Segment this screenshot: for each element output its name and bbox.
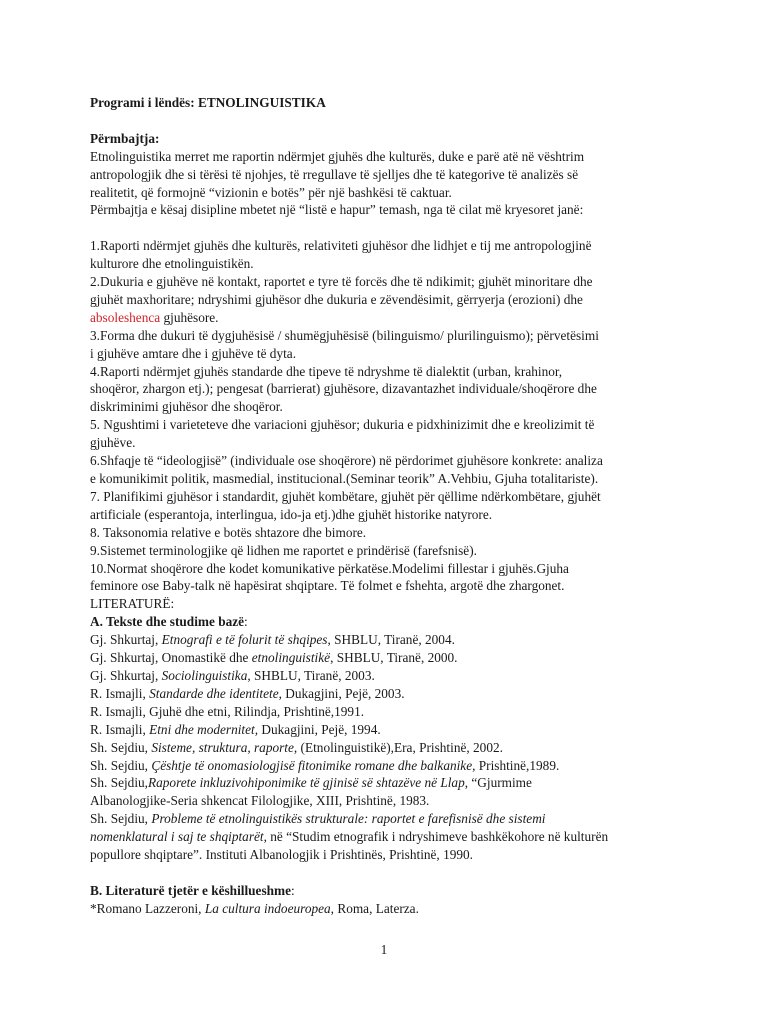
section-b-title: B. Literaturë tjetër e këshillueshme bbox=[90, 882, 292, 898]
ref-text: Sh. Sejdiu, bbox=[90, 775, 148, 791]
reference-item bbox=[90, 631, 710, 649]
text-line: 10.Normat shoqërore dhe kodet komunikative përkatëse.Modelimi fillestar i gjuhës.Gjuha bbox=[90, 560, 569, 576]
text-line: gjuhëve. bbox=[90, 435, 136, 451]
text-line: i gjuhëve amtare dhe i gjuhëve të dyta. bbox=[90, 345, 297, 361]
blank-line bbox=[90, 219, 710, 237]
ref-text: , SHBLU, Tiranë, 2000. bbox=[330, 650, 458, 666]
ref-title: nomenklatural i saj te shqiptarët bbox=[90, 829, 264, 845]
reference-item bbox=[90, 721, 710, 739]
reference-item bbox=[90, 703, 710, 721]
highlighted-word: absoleshenca bbox=[90, 309, 161, 325]
ref-text: R. Ismajli, Gjuhë dhe etni, Rilindja, Prishtinë,1991. bbox=[90, 703, 365, 719]
ref-title: Etnografi e të folurit të shqipes bbox=[161, 632, 328, 648]
ref-text: , (Etnolinguistikë),Era, Prishtinë, 2002. bbox=[293, 739, 503, 755]
ref-text: , SHBLU, Tiranë, 2003. bbox=[247, 667, 375, 683]
reference-item bbox=[90, 774, 710, 792]
topic-list bbox=[90, 237, 710, 595]
text-line: 7. Planifikimi gjuhësor i standardit, gjuhët kombëtare, gjuhët për qëllime ndërkombëtare, gjuhët bbox=[90, 488, 601, 504]
ref-title: Etni dhe modernitet, bbox=[149, 721, 259, 737]
ref-text: R. Ismajli, bbox=[90, 685, 150, 701]
section-b-heading bbox=[90, 882, 710, 900]
text-line: artificiale (esperantoja, interlingua, ido-ja etj.)dhe gjuhët historike natyrore. bbox=[90, 506, 493, 522]
reference-item bbox=[90, 667, 710, 685]
ref-title: Raporete inkluzivohiponimike të gjinisë së shtazëve në Llap bbox=[148, 775, 465, 791]
intro-paragraph bbox=[90, 148, 710, 220]
ref-text: Gj. Shkurtaj, bbox=[90, 667, 162, 683]
section-a-title: A. Tekste dhe studime bazë bbox=[90, 614, 245, 630]
reference-item bbox=[90, 649, 710, 667]
ref-text: Sh. Sejdiu, bbox=[90, 811, 152, 827]
ref-title: Standarde dhe identitete bbox=[149, 685, 279, 701]
ref-text: Dukagjini, Pejë, 1994. bbox=[258, 721, 381, 737]
reference-continuation: Albanologjike-Seria shkencat Filologjike, XIII, Prishtinë, 1983. bbox=[90, 793, 430, 809]
ref-text: , Prishtinë,1989. bbox=[472, 757, 560, 773]
ref-text: Sh. Sejdiu, bbox=[90, 757, 152, 773]
reference-item bbox=[90, 810, 710, 828]
colon: : bbox=[244, 614, 248, 630]
text-line: 4.Raporti ndërmjet gjuhës standarde dhe tipeve të ndryshme të dialektit (urban, krahinor, bbox=[90, 363, 563, 379]
text-line: kulturore dhe etnolinguistikën. bbox=[90, 256, 254, 272]
reference-item bbox=[90, 757, 710, 775]
ref-text: Gj. Shkurtaj, bbox=[90, 632, 162, 648]
ref-text: , në “Studim etnografik i ndryshimeve bashkëkohore në kulturën bbox=[263, 829, 609, 845]
colon: : bbox=[291, 882, 295, 898]
reference-continuation: popullore shqiptare”. Instituti Albanologjik i Prishtinës, Prishtinë, 1990. bbox=[90, 847, 473, 863]
reference-list bbox=[90, 631, 710, 864]
content-heading: Përmbajtja: bbox=[90, 130, 160, 146]
text-line: e komunikimit politik, masmedial, institucional.(Seminar teorik” A.Vehbiu, Gjuha totalitariste). bbox=[90, 471, 599, 486]
text-line: 3.Forma dhe dukuri të dygjuhësisë / shumëgjuhësisë (bilinguismo/ plurilinguismo); përvetësimi bbox=[90, 327, 599, 343]
document-title: Programi i lëndës: ETNOLINGUISTIKA bbox=[90, 95, 326, 110]
text-line: 5. Ngushtimi i varieteteve dhe variacioni gjuhësor; dukuria e pidxhinizimit dhe e kreolizimit të bbox=[90, 417, 595, 433]
ref-text: , SHBLU, Tiranë, 2004. bbox=[327, 632, 455, 648]
ref-title: Sisteme, struktura, raporte bbox=[151, 739, 294, 755]
text-line: shoqëror, zhargon etj.); pengesat (barrierat) gjuhësore, dizavantazhet individuale/shoqërore dhe bbox=[90, 381, 597, 397]
text-line: feminore ose Baby-talk në hapësirat shqiptare. Të folmet e fshehta, argotë dhe zhargonet. bbox=[90, 578, 565, 594]
ref-title: La cultura indoeuropea bbox=[204, 900, 331, 916]
text-line: diskriminimi gjuhësor dhe shoqëror. bbox=[90, 399, 283, 415]
ref-text: , Roma, Laterza. bbox=[330, 900, 419, 916]
ref-title: Sociolinguistika bbox=[161, 667, 248, 683]
text-line: 1.Raporti ndërmjet gjuhës dhe kulturës, relativiteti gjuhësor dhe lidhjet e tij me antropologjinë bbox=[90, 238, 592, 254]
text-line: Përmbajtja e kësaj disipline mbetet një “listë e hapur” temash, nga të cilat më kryesoret janë: bbox=[90, 202, 584, 218]
ref-text: , Dukagjini, Pejë, 2003. bbox=[278, 685, 405, 701]
reference-item bbox=[90, 739, 710, 757]
ref-text: R. Ismajli, bbox=[90, 721, 150, 737]
text-line: antropologjik dhe si tërësi të njohjes, të rregullave të sjelljes dhe të kategorive të analizës së bbox=[90, 166, 579, 182]
text-line: 9.Sistemet terminologjike që lidhen me raportet e prindërisë (farefsnisë). bbox=[90, 542, 477, 558]
blank-line bbox=[90, 864, 710, 882]
text-line: 6.Shfaqje të “ideologjisë” (individuale ose shoqërore) në përdorimet gjuhësore konkrete: analiza bbox=[90, 453, 603, 469]
ref-text: , “Gjurmime bbox=[464, 775, 532, 791]
document-body bbox=[90, 94, 710, 918]
reference-continuation bbox=[90, 828, 710, 846]
ref-text: Gj. Shkurtaj, Onomastikë dhe bbox=[90, 650, 252, 666]
text-line: gjuhët maxhoritare; ndryshimi gjuhësor dhe dukuria e zëvendësimit, gërryerja (erozioni) dhe bbox=[90, 291, 583, 307]
literature-label: LITERATURË: bbox=[90, 596, 175, 612]
text-line: realitetit, që formojnë “vizionin e botës” për një bashkësi të caktuar. bbox=[90, 184, 452, 200]
text-line: 8. Taksonomia relative e botës shtazore dhe bimore. bbox=[90, 524, 367, 540]
text-line: 2.Dukuria e gjuhëve në kontakt, raportet e tyre të forcës dhe të ndikimit; gjuhët minoritare dhe bbox=[90, 274, 593, 290]
reference-item bbox=[90, 900, 710, 918]
section-a-heading bbox=[90, 613, 710, 631]
text-span: gjuhësore. bbox=[160, 309, 219, 325]
page-number: 1 bbox=[380, 942, 388, 957]
ref-title: Probleme të etnolinguistikës strukturale: raportet e farefisnisë dhe sistemi bbox=[151, 811, 546, 827]
ref-text: *Romano Lazzeroni, bbox=[90, 900, 205, 916]
text-line bbox=[90, 309, 710, 327]
text-line: Etnolinguistika merret me raportin ndërmjet gjuhës dhe kulturës, duke e parë atë në vështrim bbox=[90, 148, 585, 164]
reference-item bbox=[90, 685, 710, 703]
ref-title: Çështje të onomasiologjisë fitonimike romane dhe balkanike bbox=[151, 757, 473, 773]
ref-title: etnolinguistikë bbox=[251, 650, 331, 666]
ref-text: Sh. Sejdiu, bbox=[90, 739, 152, 755]
